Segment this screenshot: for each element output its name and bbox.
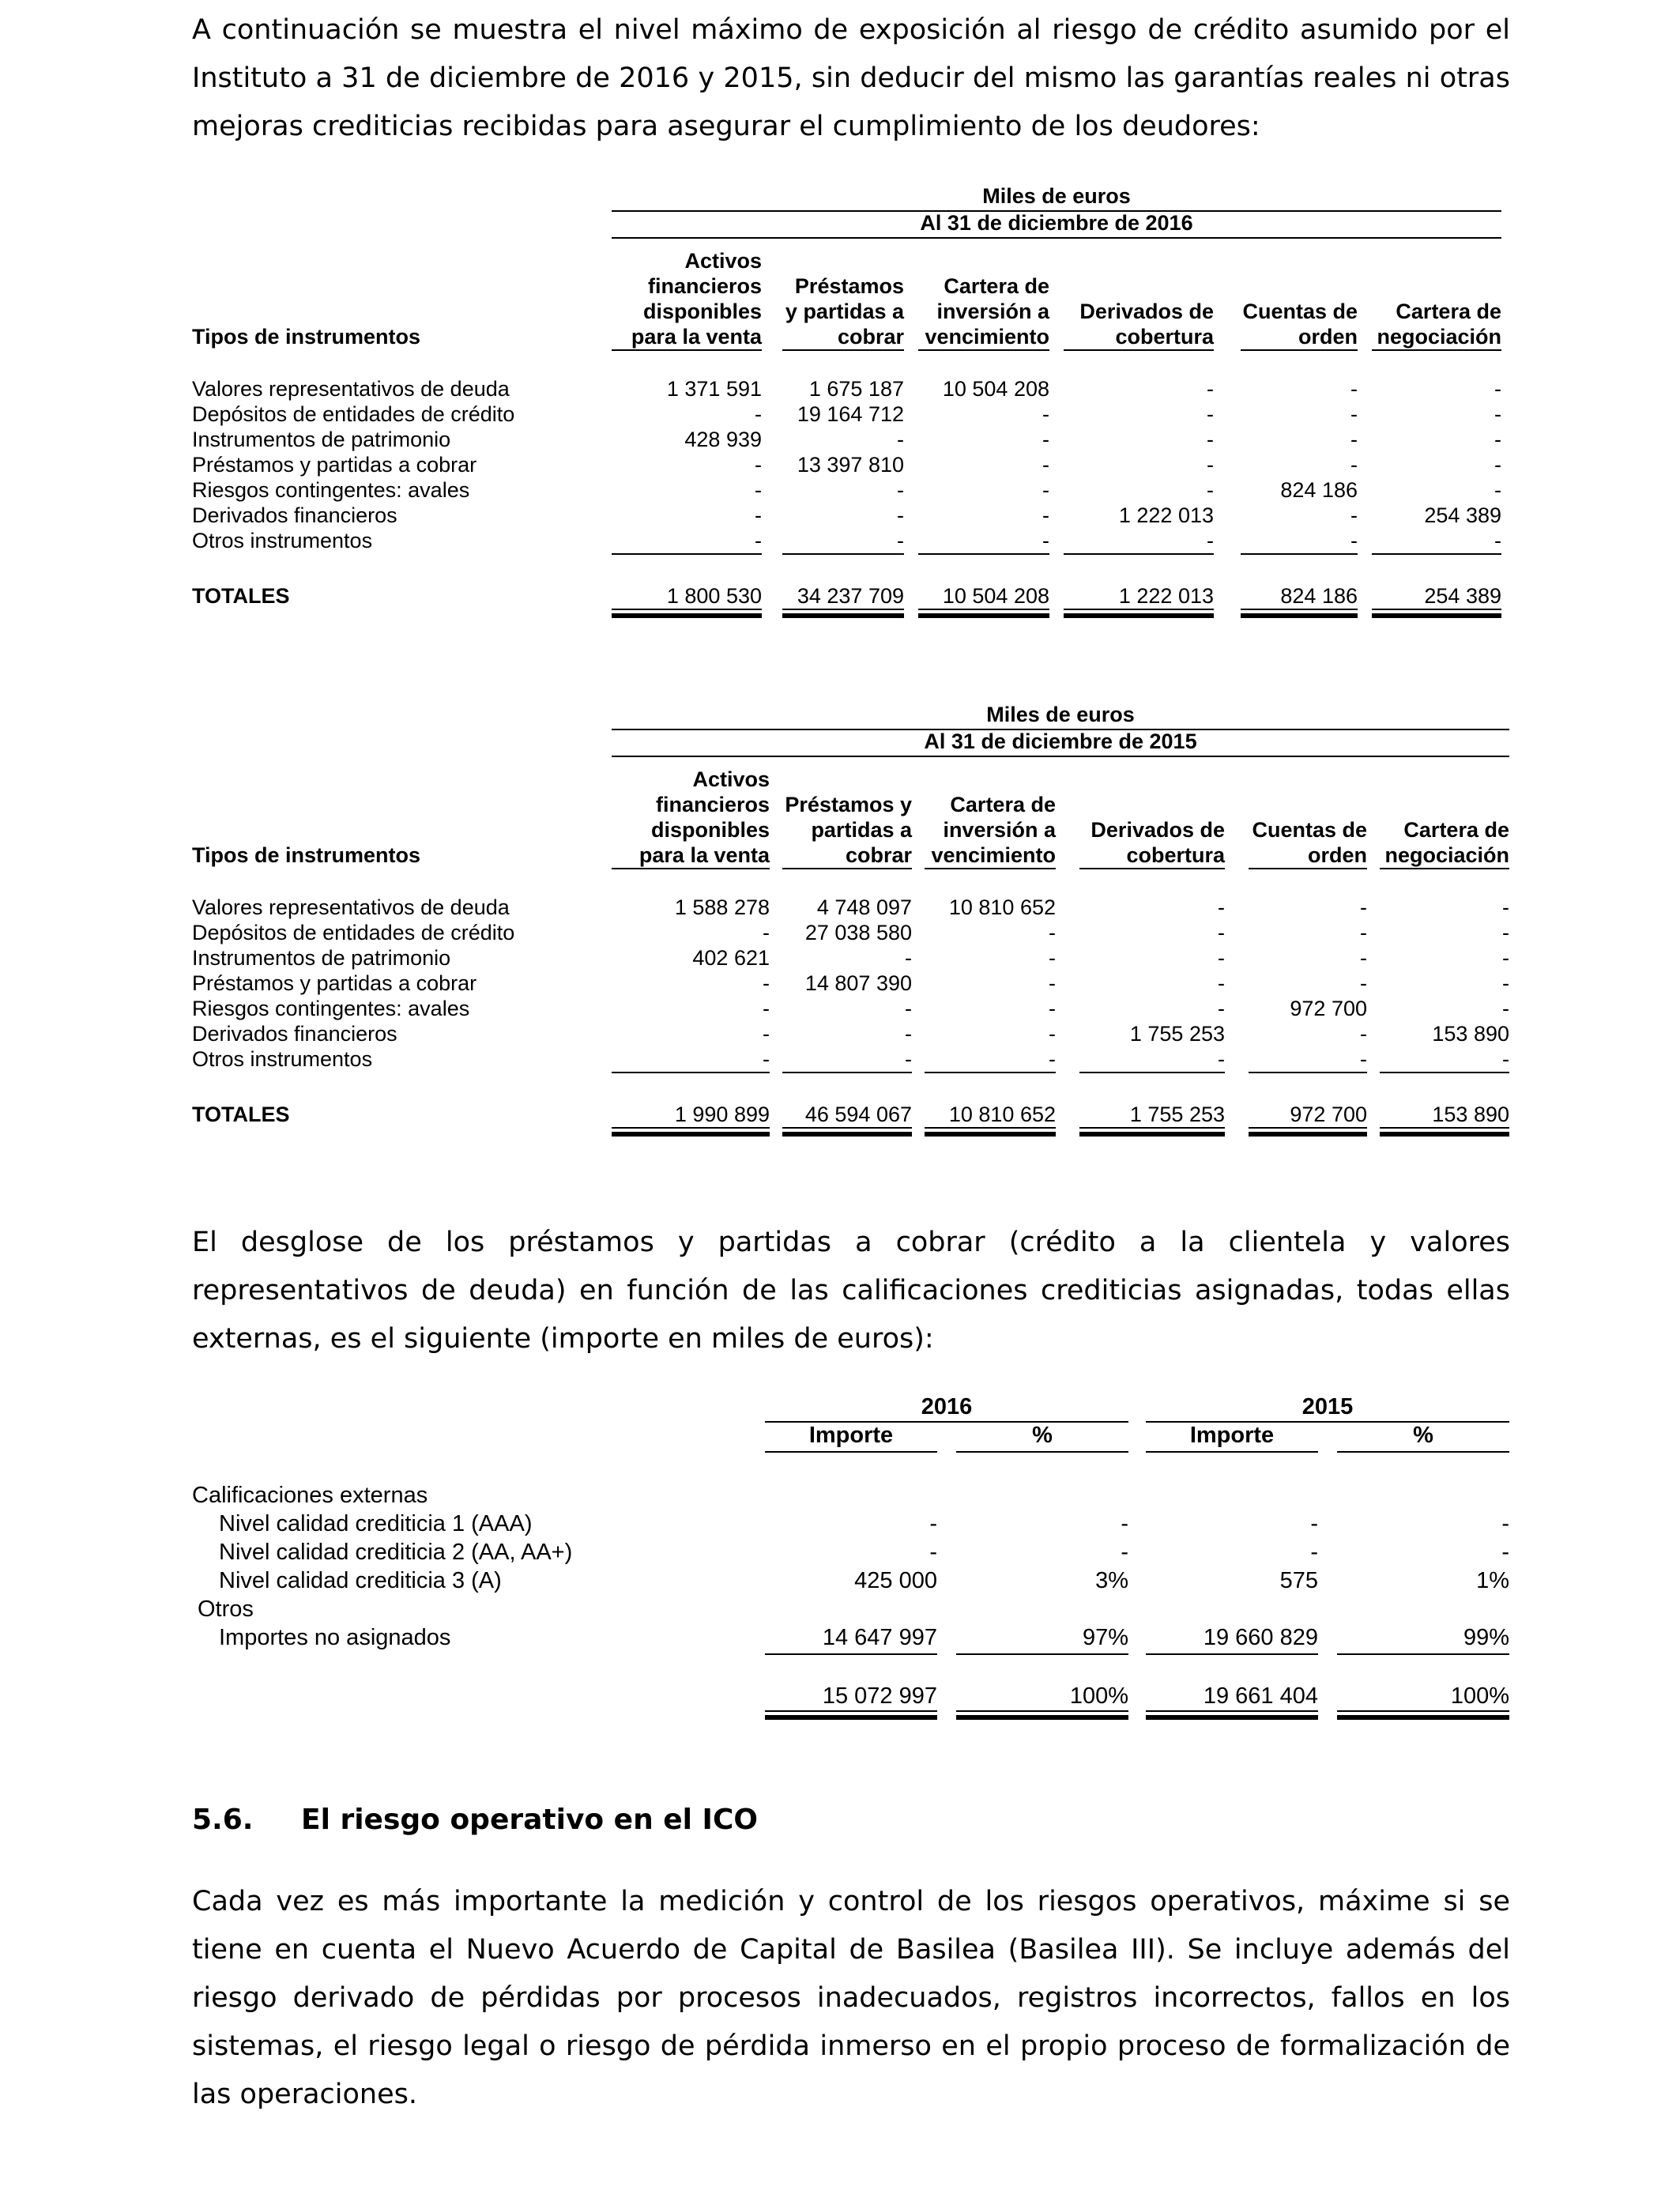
rating-row-label: Nivel calidad crediticia 2 (AA, AA+) (219, 1540, 573, 1565)
table-cell: - (755, 529, 762, 552)
row-label: Riesgos contingentes: avales (192, 478, 470, 502)
table-cell: - (1218, 921, 1225, 944)
column-header-line: vencimiento (918, 324, 1049, 351)
closing-paragraph: Cada vez es más importante la medición y control de los riesgos operativos, máxime si se tiene en cuenta el Nuevo Acuerdo de Capital de Basilea (Basilea III). Se incluye además del riesgo derivado de pérdidas por procesos inadecuados, registros incorrectos, fallos en los sistemas, el riesgo legal o riesgo de pérdida inmerso en el propio proceso de formalización de las operaciones. (192, 1886, 1510, 2110)
table-cell: - (1218, 971, 1225, 995)
totals-double-rule (1372, 613, 1501, 618)
column-header-line: disponibles (642, 300, 762, 323)
column-header-line: partidas a (811, 818, 912, 842)
column-header-line: para la venta (612, 843, 770, 869)
table-cell: 13 397 810 (797, 453, 904, 477)
table-cell: - (1360, 1047, 1367, 1071)
column-header-line: Préstamos y (785, 793, 912, 816)
totals-rule (765, 1710, 937, 1712)
subheader: % (1032, 1423, 1053, 1448)
totals-label: TOTALES (192, 584, 290, 608)
table-cell: - (1494, 453, 1501, 477)
table-cell: - (1494, 377, 1501, 401)
totals-rule (1249, 1127, 1367, 1129)
totals-rule (782, 1127, 912, 1129)
totals-rule (1380, 1127, 1509, 1129)
table-cell: - (1502, 997, 1509, 1020)
rating-cell: - (1310, 1511, 1318, 1536)
rating-cell: - (1121, 1540, 1128, 1565)
table-cell: - (763, 1047, 770, 1071)
row-label: Otros instrumentos (192, 1047, 373, 1071)
subtotal-rule (1249, 1072, 1367, 1073)
column-header-line: financieros (655, 793, 770, 816)
totals-cell: 34 237 709 (797, 584, 904, 608)
table-cell: - (897, 428, 904, 451)
rating-total-cell: 100% (1450, 1683, 1509, 1709)
subtotal-rule (782, 553, 904, 555)
rating-row-label: Otros (198, 1596, 254, 1622)
table-date-rule (612, 756, 1509, 757)
table-date-label: Al 31 de diciembre de 2015 (924, 729, 1197, 753)
column-header-line: Derivados de (1090, 818, 1225, 842)
totals-cell: 1 222 013 (1118, 584, 1214, 608)
row-label: Valores representativos de deuda (192, 895, 510, 919)
rating-cell: 14 647 997 (822, 1625, 937, 1650)
totals-cell: 972 700 (1290, 1103, 1367, 1126)
totals-cell: 153 890 (1432, 1103, 1509, 1126)
subtotal-rule (956, 1653, 1128, 1655)
table-cell: 10 504 208 (942, 377, 1049, 401)
table-cell: - (755, 453, 762, 477)
column-header-line: para la venta (612, 324, 762, 351)
table-cell: - (1049, 946, 1056, 970)
table-cell: - (1207, 529, 1214, 552)
subtotal-rule (1146, 1653, 1318, 1655)
table-cell: - (1218, 1047, 1225, 1071)
row-label: Depósitos de entidades de crédito (192, 921, 515, 944)
row-label: Depósitos de entidades de crédito (192, 402, 515, 426)
table-cell: - (1350, 503, 1358, 527)
totals-rule (612, 609, 762, 610)
totals-rule (1146, 1710, 1318, 1712)
table-cell: - (1350, 529, 1358, 552)
subtotal-rule (612, 1072, 770, 1073)
column-header-line: Derivados de (1079, 300, 1214, 323)
column-header-line: cobertura (1079, 843, 1225, 869)
rating-cell: 99% (1463, 1625, 1509, 1650)
rating-cell: - (1501, 1511, 1509, 1536)
column-header-line: financieros (647, 274, 762, 298)
subtotal-rule (1064, 553, 1214, 555)
column-header-line: cobertura (1064, 324, 1214, 351)
table-cell: - (763, 1022, 770, 1046)
table-cell: - (1502, 1047, 1509, 1071)
table-cell: - (1042, 478, 1049, 502)
subtotal-rule (1079, 1072, 1225, 1073)
rating-cell: 425 000 (854, 1568, 937, 1593)
table-cell: - (1360, 971, 1367, 995)
table-cell: 14 807 390 (804, 971, 912, 995)
totals-rule (925, 1127, 1056, 1129)
column-header-line: Cuentas de (1242, 300, 1358, 323)
row-label: Valores representativos de deuda (192, 377, 510, 401)
rating-cell: 97% (1082, 1625, 1128, 1650)
table-cell: - (1049, 1022, 1056, 1046)
subtotal-rule (1372, 553, 1501, 555)
breakdown-paragraph: El desglose de los préstamos y partidas a cobrar (crédito a la clientela y valores representativos de deuda) en función de las calificaciones crediticias asignadas, todas ellas externas, es el siguiente (importe en miles de euros): (192, 1227, 1510, 1355)
totals-double-rule (918, 613, 1049, 618)
table-cell: 972 700 (1290, 997, 1367, 1020)
table-cell: - (1049, 921, 1056, 944)
exposure-table-2015 (0, 702, 1680, 1176)
rating-total-cell: 100% (1069, 1683, 1128, 1709)
table-cell: - (1350, 428, 1358, 451)
totals-double-rule (612, 1132, 770, 1137)
table-cell: 27 038 580 (804, 921, 912, 944)
column-header-line: negociación (1380, 843, 1509, 869)
subheader-rule (765, 1451, 937, 1453)
subheader-rule (1146, 1451, 1318, 1453)
rating-cell: - (929, 1511, 937, 1536)
subtotal-rule (918, 553, 1049, 555)
totals-cell: 1 990 899 (674, 1103, 770, 1126)
column-header-line: orden (1241, 324, 1358, 351)
rating-cell: 1% (1476, 1568, 1509, 1593)
row-label: Instrumentos de patrimonio (192, 428, 451, 451)
table-cell: - (905, 997, 912, 1020)
row-header: Tipos de instrumentos (192, 843, 421, 867)
table-cell: 402 621 (692, 946, 770, 970)
totals-rule (1241, 609, 1358, 610)
row-label: Instrumentos de patrimonio (192, 946, 451, 970)
totals-double-rule (612, 613, 762, 618)
rating-total-cell: 19 661 404 (1203, 1683, 1318, 1709)
table-cell: - (1207, 377, 1214, 401)
table-cell: - (763, 921, 770, 944)
subtotal-rule (1380, 1072, 1509, 1073)
subheader-rule (1337, 1451, 1509, 1453)
subtotal-rule (925, 1072, 1056, 1073)
table-cell: - (1218, 895, 1225, 919)
subheader: Importe (1189, 1423, 1275, 1448)
column-header-line: vencimiento (925, 843, 1056, 869)
row-label: Préstamos y partidas a cobrar (192, 453, 477, 477)
totals-double-rule (1146, 1715, 1318, 1720)
table-cell: - (1494, 428, 1501, 451)
rating-total-cell: 15 072 997 (822, 1683, 937, 1709)
subtotal-rule (1241, 553, 1358, 555)
subheader: % (1413, 1423, 1433, 1448)
table-cell: - (1350, 377, 1358, 401)
table-cell: 254 389 (1424, 503, 1501, 527)
table-cell: - (755, 478, 762, 502)
subtotal-rule (1337, 1653, 1509, 1655)
year-header: 2015 (1301, 1394, 1354, 1419)
rating-row-label: Calificaciones externas (192, 1483, 428, 1508)
table-cell: - (1218, 997, 1225, 1020)
table-cell: 1 675 187 (808, 377, 904, 401)
column-header-line: cobrar (782, 324, 904, 351)
table-cell: - (1049, 997, 1056, 1020)
table-date-rule (612, 237, 1501, 239)
table-cell: 10 810 652 (948, 895, 1056, 919)
totals-double-rule (765, 1715, 937, 1720)
table-cell: - (1218, 946, 1225, 970)
totals-cell: 46 594 067 (804, 1103, 912, 1126)
table-cell: - (1049, 971, 1056, 995)
totals-cell: 1 755 253 (1129, 1103, 1225, 1126)
row-label: Préstamos y partidas a cobrar (192, 971, 477, 995)
totals-label: TOTALES (192, 1103, 290, 1126)
column-header-line: Préstamos (794, 274, 904, 298)
column-header-line: Cartera de (1403, 818, 1509, 842)
column-header-line: Cuentas de (1252, 818, 1367, 842)
table-cell: - (1502, 921, 1509, 944)
totals-rule (956, 1710, 1128, 1712)
section-title: El riesgo operativo en el ICO (301, 1804, 758, 1836)
table-cell: - (1502, 971, 1509, 995)
table-date-label: Al 31 de diciembre de 2016 (920, 211, 1193, 235)
row-label: Derivados financieros (192, 1022, 397, 1046)
table-cell: - (1360, 1022, 1367, 1046)
column-header-line: Activos (692, 767, 770, 791)
table-cell: - (1502, 946, 1509, 970)
totals-double-rule (1249, 1132, 1367, 1137)
table-cell: - (1350, 402, 1358, 426)
table-cell: - (1207, 402, 1214, 426)
rating-cell: - (1310, 1540, 1318, 1565)
table-cell: - (1042, 529, 1049, 552)
rating-cell: 19 660 829 (1203, 1625, 1318, 1650)
subheader: Importe (808, 1423, 894, 1448)
rating-row-label: Importes no asignados (219, 1625, 451, 1650)
rating-cell: 3% (1095, 1568, 1128, 1593)
totals-rule (1337, 1710, 1509, 1712)
column-header-line: inversión a (936, 300, 1049, 323)
table-cell: 1 371 591 (666, 377, 762, 401)
table-cell: 1 588 278 (674, 895, 770, 919)
column-header-line: Activos (684, 249, 762, 273)
table-cell: 1 222 013 (1118, 503, 1214, 527)
rating-cell: 575 (1279, 1568, 1318, 1593)
totals-rule (918, 609, 1049, 610)
totals-rule (1079, 1127, 1225, 1129)
rating-cell: - (1501, 1540, 1509, 1565)
table-cell: - (755, 402, 762, 426)
subtotal-rule (782, 1072, 912, 1073)
table-cell: - (897, 529, 904, 552)
totals-rule (1064, 609, 1214, 610)
totals-double-rule (782, 1132, 912, 1137)
exposure-table-2016 (0, 183, 1680, 658)
totals-double-rule (1337, 1715, 1509, 1720)
totals-cell: 1 800 530 (666, 584, 762, 608)
column-header-line: disponibles (650, 818, 770, 842)
table-cell: - (1360, 946, 1367, 970)
table-cell: - (1360, 921, 1367, 944)
totals-double-rule (1079, 1132, 1225, 1137)
totals-double-rule (925, 1132, 1056, 1137)
row-label: Derivados financieros (192, 503, 397, 527)
table-cell: - (1042, 402, 1049, 426)
table-cell: - (1494, 478, 1501, 502)
totals-double-rule (1241, 613, 1358, 618)
table-cell: - (1494, 402, 1501, 426)
section-number: 5.6. (192, 1804, 254, 1836)
totals-cell: 10 504 208 (942, 584, 1049, 608)
totals-double-rule (1380, 1132, 1509, 1137)
table-cell: - (763, 971, 770, 995)
table-cell: 153 890 (1432, 1022, 1509, 1046)
column-header-line: negociación (1372, 324, 1501, 351)
table-cell: - (1042, 453, 1049, 477)
table-cell: - (905, 1047, 912, 1071)
row-label: Otros instrumentos (192, 529, 373, 552)
table-cell: - (1207, 453, 1214, 477)
totals-cell: 10 810 652 (948, 1103, 1056, 1126)
section-heading (192, 1804, 758, 1836)
table-cell: - (1207, 478, 1214, 502)
totals-rule (612, 1127, 770, 1129)
table-cell: 428 939 (684, 428, 762, 451)
table-cell: - (755, 503, 762, 527)
table-cell: 4 748 097 (816, 895, 912, 919)
rating-row-label: Nivel calidad crediticia 3 (A) (219, 1568, 502, 1593)
totals-rule (782, 609, 904, 610)
table-cell: - (763, 997, 770, 1020)
table-cell: 1 755 253 (1129, 1022, 1225, 1046)
table-unit-label: Miles de euros (986, 703, 1135, 726)
rating-row-label: Nivel calidad crediticia 1 (AAA) (219, 1511, 533, 1536)
column-header-line: cobrar (782, 843, 912, 869)
subtotal-rule (612, 553, 762, 555)
subheader-rule (956, 1451, 1128, 1453)
table-cell: - (1042, 503, 1049, 527)
totals-cell: 824 186 (1280, 584, 1358, 608)
rating-cell: - (929, 1540, 937, 1565)
table-cell: - (1049, 1047, 1056, 1071)
ratings-table (0, 1394, 1680, 1726)
column-header-line: inversión a (943, 818, 1056, 842)
year-header: 2016 (921, 1394, 973, 1419)
totals-rule (1372, 609, 1501, 610)
table-cell: - (905, 1022, 912, 1046)
table-cell: - (905, 946, 912, 970)
rating-cell: - (1121, 1511, 1128, 1536)
column-header-line: orden (1249, 843, 1367, 869)
totals-cell: 254 389 (1424, 584, 1501, 608)
table-cell: - (1350, 453, 1358, 477)
table-cell: - (1494, 529, 1501, 552)
subtotal-rule (765, 1653, 937, 1655)
table-cell: - (1207, 428, 1214, 451)
table-cell: 824 186 (1280, 478, 1358, 502)
row-label: Riesgos contingentes: avales (192, 997, 470, 1020)
intro-paragraph: A continuación se muestra el nivel máximo de exposición al riesgo de crédito asumido por el Instituto a 31 de diciembre de 2016 y 2015, sin deducir del mismo las garantías reales ni otras mejoras crediticias recibidas para asegurar el cumplimiento de los deudores: (192, 14, 1510, 142)
totals-double-rule (956, 1715, 1128, 1720)
column-header-line: y partidas a (785, 300, 904, 323)
column-header-line: Cartera de (944, 274, 1049, 298)
table-cell: - (1360, 895, 1367, 919)
table-cell: - (897, 503, 904, 527)
row-header: Tipos de instrumentos (192, 325, 421, 349)
column-header-line: Cartera de (950, 793, 1056, 816)
table-cell: - (897, 478, 904, 502)
table-unit-label: Miles de euros (982, 184, 1131, 208)
column-header-line: Cartera de (1396, 300, 1501, 323)
totals-double-rule (782, 613, 904, 618)
table-cell: 19 164 712 (797, 402, 904, 426)
table-cell: - (1502, 895, 1509, 919)
totals-double-rule (1064, 613, 1214, 618)
table-cell: - (1042, 428, 1049, 451)
